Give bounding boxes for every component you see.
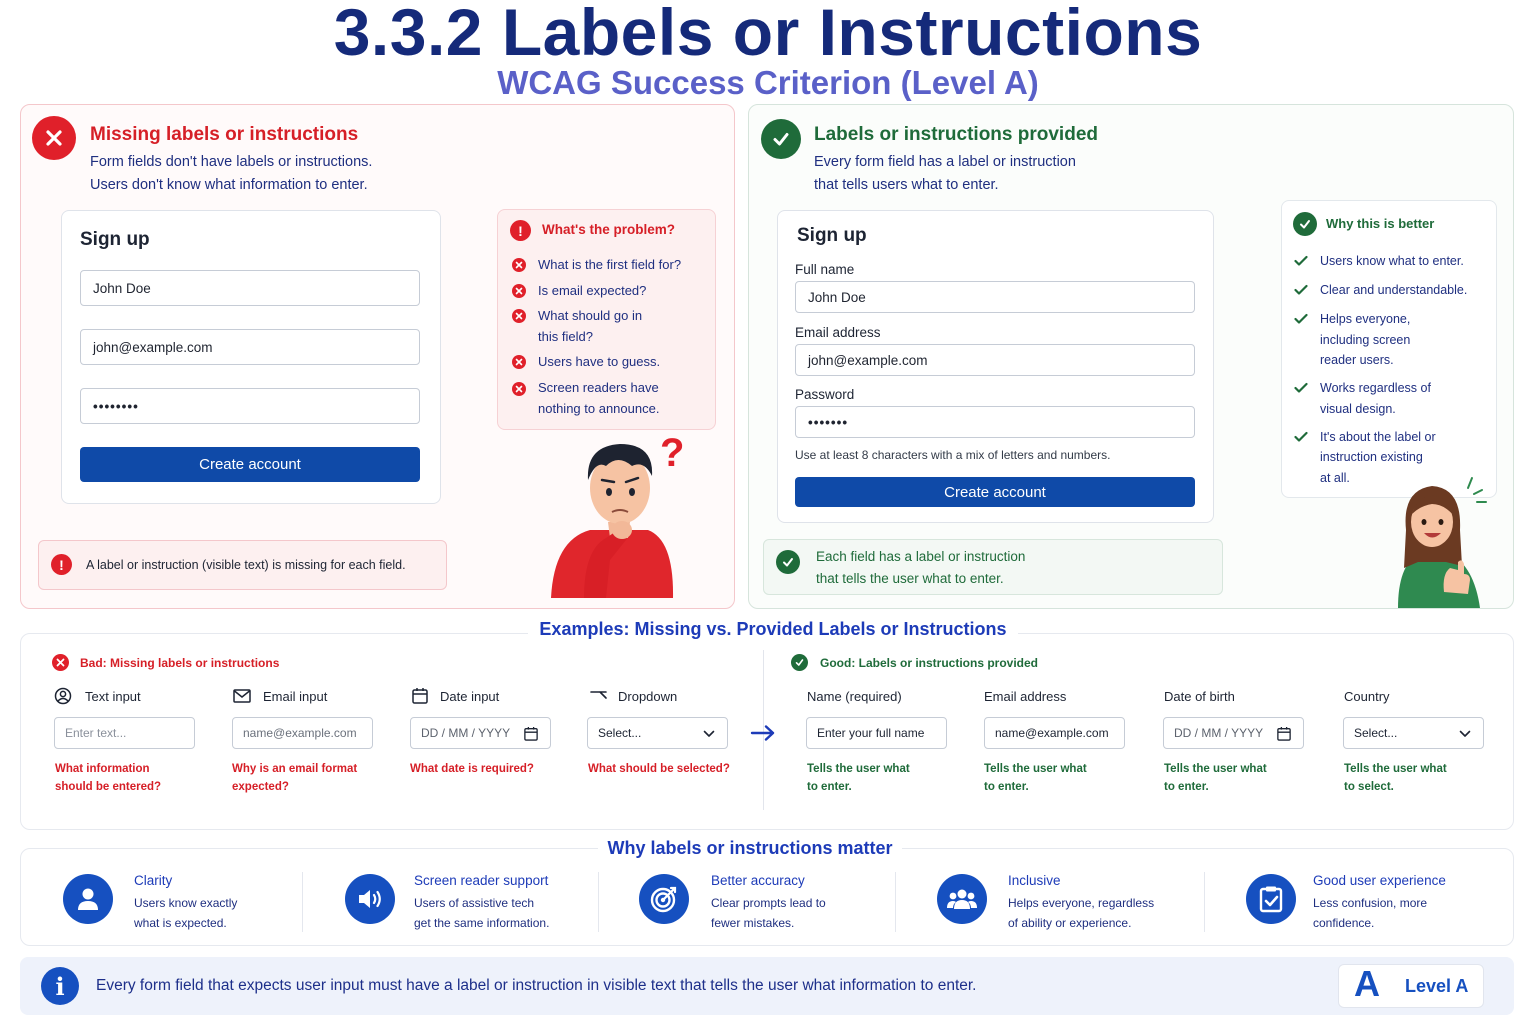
x-icon [52,654,69,671]
good-password-field[interactable]: ••••••• [795,406,1195,438]
bad-example-question: What information [55,763,150,775]
good-create-account-button[interactable]: Create account [795,477,1195,507]
bad-example-type: Dropdown [618,689,678,704]
check-icon [1294,382,1308,394]
dropdown-value: Select... [1354,726,1398,740]
problem-item: What should go in [538,308,643,323]
user-icon [63,874,113,924]
problem-item: Screen readers have [538,380,659,395]
bad-email-field[interactable]: john@example.com [80,329,420,365]
bad-text-input[interactable]: Enter text... [54,717,195,749]
problem-item: Is email expected? [538,283,647,298]
dropdown-value: Select... [598,726,642,740]
matter-text-cont: what is expected. [134,916,227,930]
bad-panel-heading: Missing labels or instructions [90,124,359,145]
x-icon [512,355,526,369]
matter-text: Users of assistive tech [414,896,535,910]
bad-example-question-cont: expected? [232,781,289,793]
good-examples-label: Good: Labels or instructions provided [820,656,1039,670]
good-country-dropdown[interactable] [1343,717,1484,749]
good-example-note-cont: to enter. [807,781,852,793]
why-item-cont: reader users. [1320,353,1394,367]
good-email-field[interactable]: john@example.com [795,344,1195,376]
dropdown-arrow-icon [590,690,608,702]
bad-example-type: Email input [263,689,328,704]
matter-text-cont: get the same information. [414,916,550,930]
problem-item: What is the first field for? [538,257,682,272]
clipboard-check-icon [1246,874,1296,924]
bad-example-question: Why is an email format [232,763,358,775]
x-icon [512,258,526,272]
arrow-right-icon [750,724,776,742]
divider [1204,872,1205,932]
good-panel-desc-1: Every form field has a label or instruction [814,154,1076,170]
problem-title: What's the problem? [542,222,675,237]
matter-text: Clear prompts lead to [711,896,826,910]
why-matter-heading: Why labels or instructions matter [598,838,902,859]
bad-create-account-button[interactable]: Create account [80,447,420,482]
good-example-note-cont: to select. [1344,781,1394,793]
bad-password-field[interactable]: •••••••• [80,388,420,424]
bad-example-question: What date is required? [410,763,534,775]
date-placeholder: DD / MM / YYYY [1174,726,1264,740]
check-icon [1294,255,1308,267]
bad-name-field[interactable]: John Doe [80,270,420,306]
matter-text: Less confusion, more [1313,896,1428,910]
check-circle-icon [1293,212,1317,236]
check-circle-icon [791,654,808,671]
why-item: Helps everyone, [1320,312,1411,326]
good-example-label: Country [1344,689,1390,704]
matter-text-cont: confidence. [1313,916,1375,930]
info-icon: i [41,967,79,1005]
good-note-box [763,539,1223,595]
good-name-field[interactable]: John Doe [795,281,1195,313]
good-example-note: Tells the user what [1344,763,1447,775]
bad-dropdown[interactable] [587,717,728,749]
check-circle-icon [761,119,801,159]
good-email-input[interactable]: name@example.com [984,717,1125,749]
matter-title: Screen reader support [414,873,549,888]
error-x-icon [32,116,76,160]
matter-title: Good user experience [1313,873,1446,888]
level-text: Level A [1405,976,1469,996]
calendar-icon[interactable] [524,726,538,741]
check-icon [1294,431,1308,443]
divider [598,872,599,932]
password-hint: Use at least 8 characters with a mix of letters and numbers. [795,448,1111,462]
divider [895,872,896,932]
bad-example-type: Text input [85,689,141,704]
matter-text-cont: of ability or experience. [1008,916,1132,930]
bad-example-question-cont: should be entered? [55,781,162,793]
x-icon [512,309,526,323]
why-item-cont: including screen [1320,333,1411,347]
divider [302,872,303,932]
why-item: Users know what to enter. [1320,254,1464,268]
matter-text: Helps everyone, regardless [1008,896,1155,910]
bad-examples-label: Bad: Missing labels or instructions [80,656,280,670]
password-label: Password [795,387,855,402]
envelope-icon [233,689,251,703]
footer-text: Every form field that expects user input must have a label or instruction in visible text that tells the user what information to enter. [96,977,977,994]
why-item-cont: instruction existing [1320,450,1423,464]
good-date-input[interactable] [1163,717,1304,749]
good-note-line-1: Each field has a label or instruction [816,549,1026,564]
bad-panel-desc-1: Form fields don't have labels or instructions. [90,154,373,170]
page-title: 3.3.2 Labels or Instructions [333,0,1203,69]
bad-example-question: What should be selected? [588,763,730,775]
happy-person-illustration [1388,470,1493,608]
good-example-note: Tells the user what [1164,763,1267,775]
page-subtitle: WCAG Success Criterion (Level A) [497,64,1039,101]
confused-person-illustration [548,430,698,600]
matter-title: Clarity [134,873,173,888]
good-panel-desc-2: that tells users what to enter. [814,177,999,193]
full-name-label: Full name [795,262,855,277]
problem-item: Users have to guess. [538,354,661,369]
examples-heading: Examples: Missing vs. Provided Labels or Instructions [528,619,1018,640]
good-note-line-2: that tells the user what to enter. [816,571,1004,586]
matter-title: Inclusive [1008,873,1061,888]
problem-item-cont: nothing to announce. [538,401,660,416]
speaker-icon [345,874,395,924]
calendar-icon[interactable] [1277,726,1291,741]
group-icon [937,874,987,924]
chevron-down-icon [703,730,715,738]
why-title: Why this is better [1326,216,1435,231]
date-placeholder: DD / MM / YYYY [421,726,511,740]
good-name-input[interactable]: Enter your full name [806,717,947,749]
bad-date-input[interactable] [410,717,551,749]
good-panel-heading: Labels or instructions provided [814,124,1098,145]
x-icon [512,382,526,396]
why-item-cont: visual design. [1320,402,1396,416]
svg-text:?: ? [660,431,685,475]
level-letter: A [1354,963,1380,1004]
matter-text: Users know exactly [134,896,238,910]
good-example-note-cont: to enter. [984,781,1029,793]
why-item: It's about the label or [1320,430,1436,444]
target-icon [639,874,689,924]
good-example-note: Tells the user what [984,763,1087,775]
bad-note-text: A label or instruction (visible text) is missing for each field. [86,558,406,572]
exclamation-icon: ! [510,220,531,241]
good-example-label: Name (required) [807,689,902,704]
bad-panel-desc-2: Users don't know what information to enter. [90,177,368,193]
bad-email-input[interactable]: name@example.com [232,717,373,749]
why-item: Clear and understandable. [1320,283,1468,297]
exclamation-icon: ! [51,554,72,575]
chevron-down-icon [1459,730,1471,738]
email-address-label: Email address [795,325,881,340]
matter-title: Better accuracy [711,873,805,888]
why-item-cont: at all. [1320,471,1350,485]
why-item: Works regardless of [1320,381,1431,395]
good-example-note: Tells the user what [807,763,910,775]
x-icon [512,284,526,298]
good-example-label: Email address [984,689,1067,704]
matter-text-cont: fewer mistakes. [711,916,795,930]
problem-item-cont: this field? [538,329,593,344]
check-icon [1294,313,1308,325]
bad-example-type: Date input [440,689,500,704]
check-circle-icon [776,550,800,574]
calendar-icon [412,687,428,704]
good-example-label: Date of birth [1164,689,1235,704]
bad-form-title: Sign up [80,229,150,250]
user-circle-icon [54,687,72,705]
good-example-note-cont: to enter. [1164,781,1209,793]
good-form-title: Sign up [797,225,867,246]
check-icon [1294,284,1308,296]
